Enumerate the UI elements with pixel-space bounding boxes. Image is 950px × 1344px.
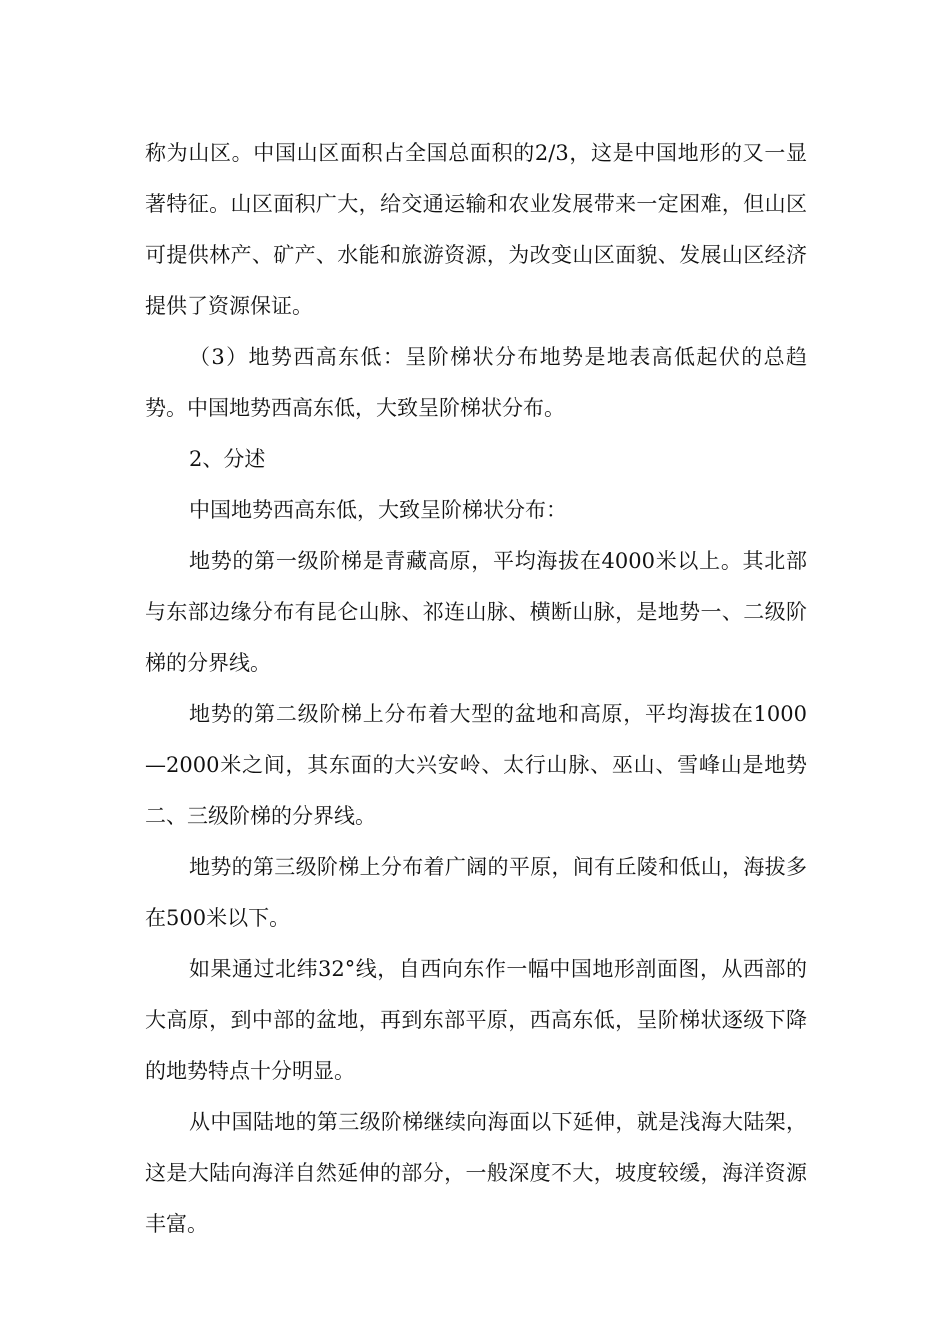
document-body — [145, 128, 807, 1250]
section-heading-overview: 2、分述 — [189, 447, 266, 471]
paragraph-second-step: 地势的第二级阶梯上分布着大型的盆地和高原，平均海拔在1000—2000米之间，其东面的大兴安岭、太行山脉、巫山、雪峰山是地势二、三级阶梯的分界线。 — [145, 702, 807, 828]
paragraph-staircase-intro: 中国地势西高东低，大致呈阶梯状分布： — [189, 498, 567, 522]
paragraph-mountain-area: 称为山区。中国山区面积占全国总面积的2/3，这是中国地形的又一显著特征。山区面积广大，给交通运输和农业发展带来一定困难，但山区可提供林产、矿产、水能和旅游资源，为改变山区面貌、发展山区经济提供了资源保证。 — [145, 141, 807, 318]
paragraph-first-step: 地势的第一级阶梯是青藏高原，平均海拔在4000米以上。其北部与东部边缘分布有昆仑山脉、祁连山脉、横断山脉，是地势一、二级阶梯的分界线。 — [145, 549, 807, 675]
paragraph-profile-32n: 如果通过北纬32°线，自西向东作一幅中国地形剖面图，从西部的大高原，到中部的盆地，再到东部平原，西高东低，呈阶梯状逐级下降的地势特点十分明显。 — [145, 957, 807, 1083]
paragraph-continental-shelf: 从中国陆地的第三级阶梯继续向海面以下延伸，就是浅海大陆架，这是大陆向海洋自然延伸的部分，一般深度不大，坡度较缓，海洋资源丰富。 — [145, 1110, 807, 1236]
paragraph-terrain-trend: （3）地势西高东低：呈阶梯状分布地势是地表高低起伏的总趋势。中国地势西高东低，大致呈阶梯状分布。 — [145, 345, 807, 420]
paragraph-third-step: 地势的第三级阶梯上分布着广阔的平原，间有丘陵和低山，海拔多在500米以下。 — [145, 855, 807, 930]
